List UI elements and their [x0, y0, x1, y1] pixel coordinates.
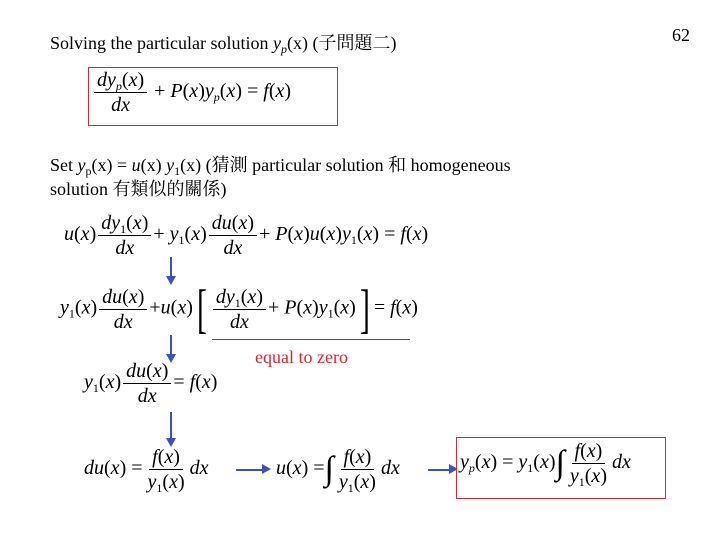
- title-suffix: (子問題二): [307, 33, 397, 53]
- set-prefix: Set: [50, 155, 78, 175]
- arrow-down-3-shaft: [170, 412, 172, 439]
- set-u-arg: (x): [140, 155, 167, 175]
- substituted-equation: u(x) $\frac{dy_1(x)}{dx}$ + $y_1(x)$ $\frac{du(x)}{dx}$ + $P(x)u(x)y_1(x) = f(x)$: [64, 212, 429, 259]
- title-arg: (x): [286, 33, 308, 53]
- set-statement-line1: [50, 154, 511, 176]
- ode-equation: $\frac{dy_p(x)}{dx}$ + $P(x)y_p(x) = f(x)$: [92, 69, 291, 116]
- set-yp: y: [77, 155, 86, 175]
- arrow-down-2-shaft: [170, 335, 172, 355]
- set-yp-arg: (x) =: [91, 155, 132, 175]
- arrow-right-1-icon: [262, 464, 271, 474]
- set-y1-arg: (x): [180, 155, 202, 175]
- set-suffix: (猜測 particular solution 和 homogeneous: [201, 155, 511, 175]
- reduced-equation: $y_1(x)$ $\frac{du(x)}{dx}$ = f(x): [84, 360, 218, 407]
- result-equation: $y_p(x) = y_1(x)\int$ $\frac{f(x)}{y_1(x)}$ dx: [460, 440, 631, 489]
- set-statement-line2: solution 有類似的關係): [50, 179, 227, 199]
- set-u: u: [131, 155, 141, 175]
- grouped-equation: $y_1(x)$ $\frac{du(x)}{dx}$ +u(x)[ $\frac{dy_1(x)}{dx}$ + $P(x)y_1(x)] = f(x)$: [60, 279, 418, 339]
- arrow-right-2-shaft: [428, 469, 450, 471]
- title-prefix: Solving the particular solution: [50, 33, 273, 53]
- set-y1: y: [166, 155, 175, 175]
- set-yp-sub: p: [85, 164, 92, 178]
- page-number: 62: [672, 25, 690, 45]
- slide-title: [50, 32, 396, 54]
- u-integral-equation: u(x) =∫ $\frac{f(x)}{y_1(x)}$ dx: [276, 446, 400, 495]
- du-equation: du(x) = $\frac{f(x)}{y_1(x)}$ dx: [84, 446, 209, 495]
- arrow-right-1-shaft: [236, 469, 264, 471]
- equal-to-zero-note: equal to zero: [255, 347, 348, 367]
- zero-underline: [212, 339, 410, 340]
- set-y1-sub: 1: [174, 164, 181, 178]
- arrow-down-1-shaft: [170, 257, 172, 277]
- title-var: y: [272, 33, 281, 53]
- title-var-sub: p: [280, 42, 287, 56]
